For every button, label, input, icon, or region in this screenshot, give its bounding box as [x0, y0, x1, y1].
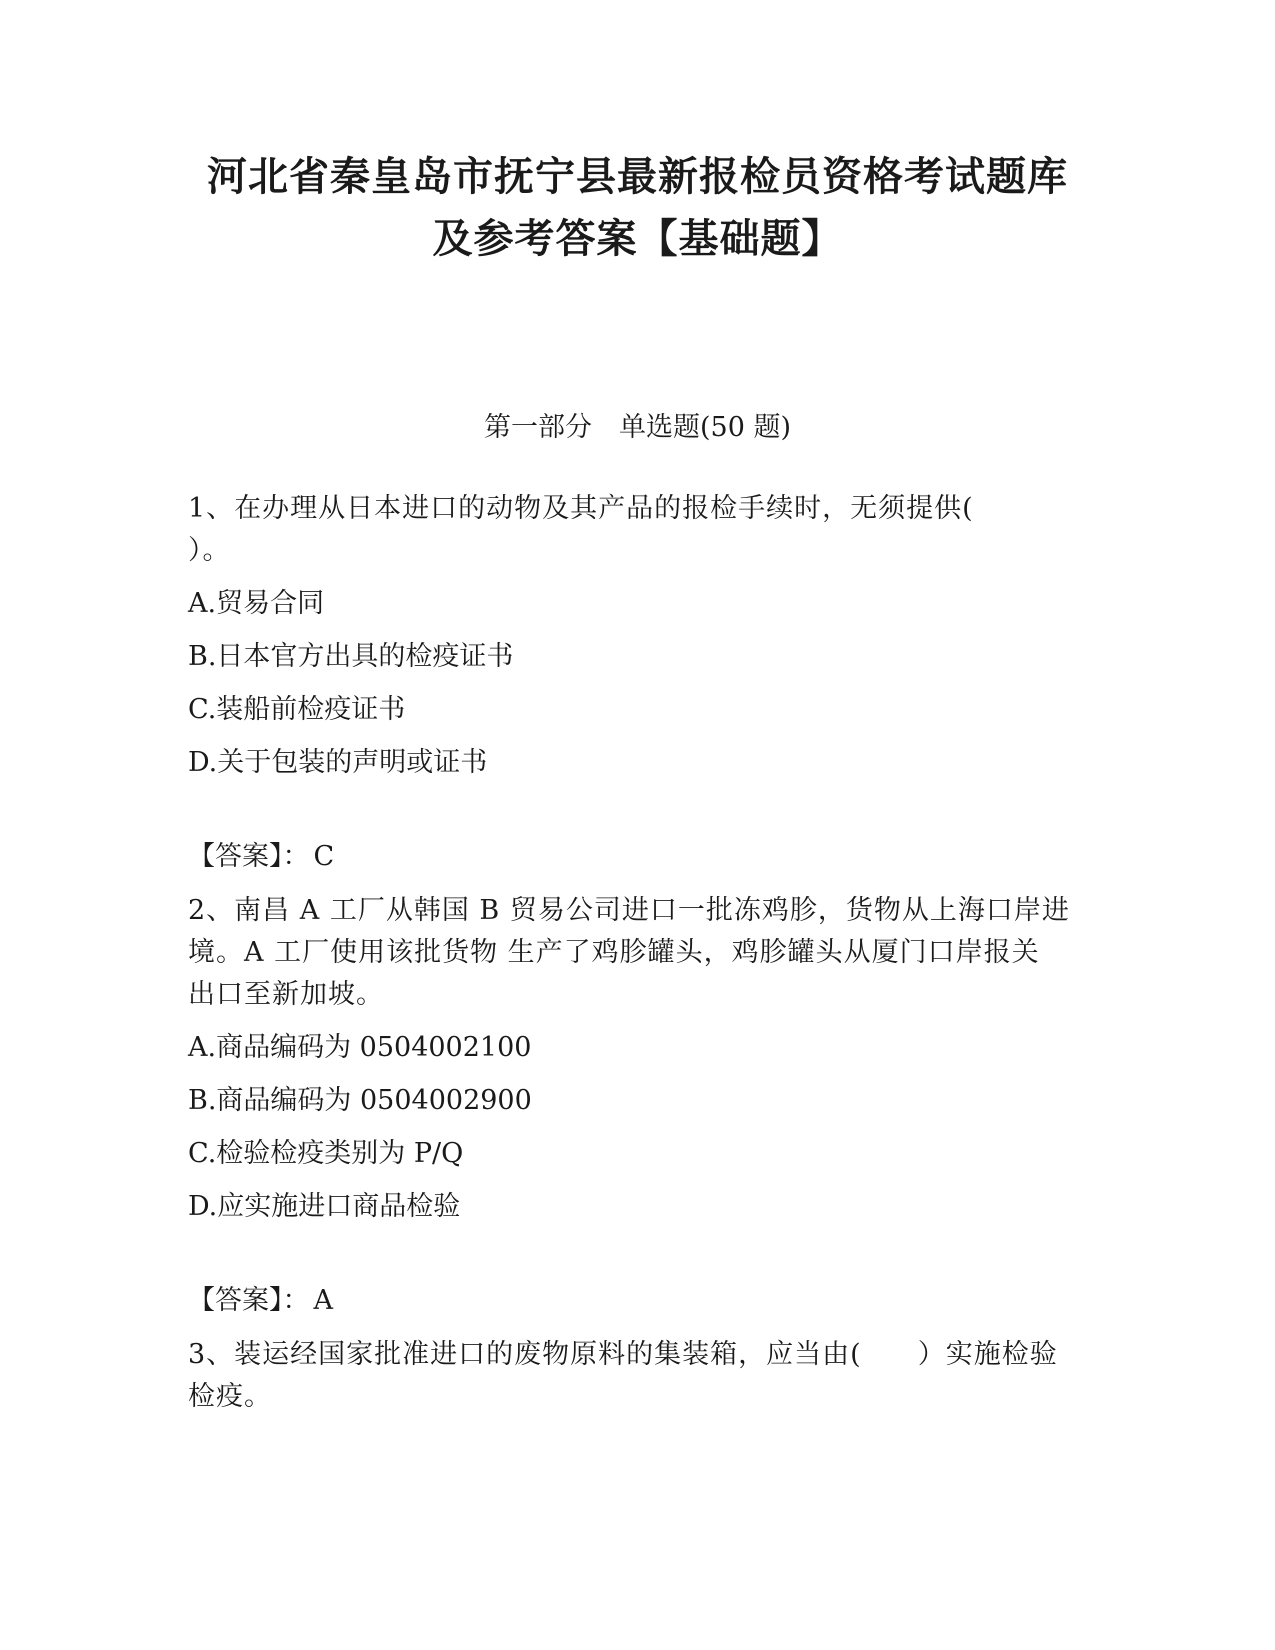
answer-label: 【答案】：	[188, 841, 310, 872]
question-1-option-c: C.装船前检疫证书	[188, 694, 406, 725]
question-2-option-a: A.商品编码为 0504002100	[188, 1032, 532, 1063]
question-1-option-a: A.贸易合同	[188, 588, 325, 619]
title-line-1: 河北省秦皇岛市抚宁县最新报检员资格考试题库	[207, 154, 1068, 200]
question-2-text-line-3: 出口至新加坡。	[188, 979, 384, 1010]
question-2-text-line-2: 境。A 工厂使用该批货物 生产了鸡胗罐头，鸡胗罐头从厦门口岸报关	[188, 937, 1040, 968]
question-1-option-b: B.日本官方出具的检疫证书	[188, 641, 514, 672]
question-1-answer	[188, 836, 1088, 878]
answer-value: C	[313, 841, 335, 872]
title-line-2: 及参考答案【基础题】	[432, 216, 843, 262]
question-1-option-d: D.关于包装的声明或证书	[188, 747, 488, 778]
question-2-text-line-1: 2、南昌 A 工厂从韩国 B 贸易公司进口一批冻鸡胗，货物从上海口岸进	[188, 895, 1070, 926]
answer-value: A	[313, 1285, 333, 1316]
question-2-option-c: C.检验检疫类别为 P/Q	[188, 1138, 464, 1169]
question-2-option-b: B.商品编码为 0504002900	[188, 1085, 532, 1116]
answer-label: 【答案】：	[188, 1285, 310, 1316]
question-2-option-d: D.应实施进口商品检验	[188, 1191, 461, 1222]
document-title	[150, 146, 1125, 270]
question-1-text-line-1: 1、在办理从日本进口的动物及其产品的报检手续时，无须提供(	[188, 493, 974, 524]
question-1-text-line-2: ）。	[188, 535, 231, 566]
question-2-answer	[188, 1280, 1088, 1322]
question-3-text-line-1: 3、装运经国家批准进口的废物原料的集装箱，应当由( ）实施检验	[188, 1339, 1058, 1370]
question-3-text-line-2: 检疫。	[188, 1381, 272, 1412]
section-heading: 第一部分 单选题(50 题)	[483, 412, 791, 443]
